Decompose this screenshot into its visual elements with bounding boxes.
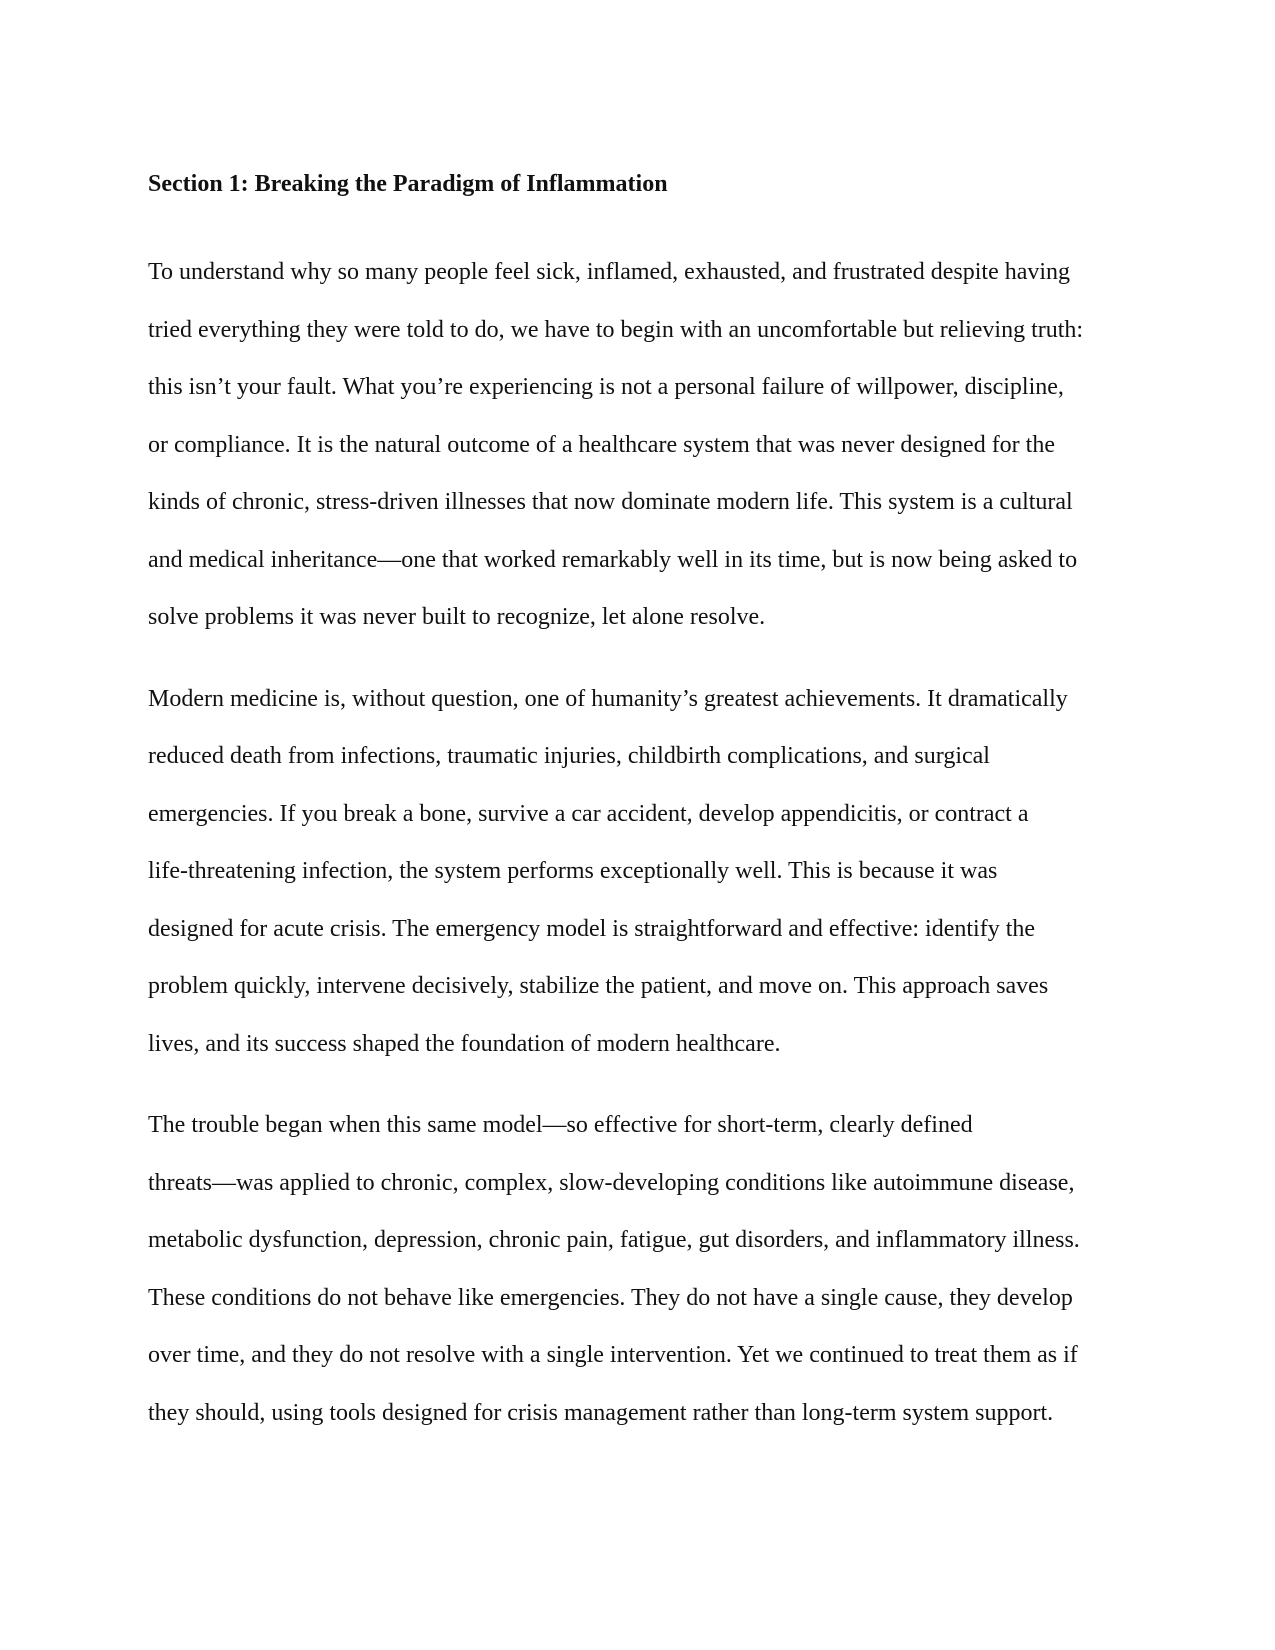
paragraph-line: over time, and they do not resolve with a single intervention. Yet we continued to treat them as if: [148, 1342, 1078, 1368]
paragraph-line: kinds of chronic, stress-driven illnesses that now dominate modern life. This system is a cultural: [148, 489, 1073, 515]
paragraph-1: [148, 244, 1138, 647]
paragraph-line: emergencies. If you break a bone, survive a car accident, develop appendicitis, or contract a: [148, 800, 1029, 827]
paragraph-2: [148, 671, 1138, 1074]
paragraph-line: this isn’t your fault. What you’re experiencing is not a personal failure of willpower, discipline,: [148, 374, 1064, 400]
paragraph-line: and medical inheritance—one that worked remarkably well in its time, but is now being asked to: [148, 546, 1078, 573]
paragraph-line: designed for acute crisis. The emergency model is straightforward and effective: identify the: [148, 915, 1036, 942]
paragraph-line: or compliance. It is the natural outcome of a healthcare system that was never designed for the: [148, 431, 1055, 458]
paragraph-line: These conditions do not behave like emergencies. They do not have a single cause, they develop: [148, 1284, 1073, 1311]
paragraph-line: they should, using tools designed for crisis management rather than long-term system support.: [148, 1399, 1054, 1426]
section-heading: Section 1: Breaking the Paradigm of Inflammation: [148, 171, 668, 197]
paragraph-line: life-threatening infection, the system performs exceptionally well. This is because it was: [148, 858, 998, 884]
document-body: [148, 168, 1138, 1466]
paragraph-line: reduced death from infections, traumatic injuries, childbirth complications, and surgical: [148, 743, 990, 769]
paragraph-line: threats—was applied to chronic, complex, slow-developing conditions like autoimmune disease,: [148, 1169, 1075, 1196]
paragraph-line: metabolic dysfunction, depression, chronic pain, fatigue, gut disorders, and inflammatory illness.: [148, 1227, 1080, 1253]
paragraph-line: problem quickly, intervene decisively, stabilize the patient, and move on. This approach saves: [148, 973, 1049, 999]
paragraph-line: To understand why so many people feel sick, inflamed, exhausted, and frustrated despite having: [148, 259, 1071, 285]
paragraph-line: Modern medicine is, without question, one of humanity’s greatest achievements. It dramatically: [148, 685, 1068, 712]
paragraph-line: solve problems it was never built to recognize, let alone resolve.: [148, 604, 766, 630]
paragraph-line: tried everything they were told to do, we have to begin with an uncomfortable but relieving truth:: [148, 316, 1084, 343]
paragraph-line: lives, and its success shaped the foundation of modern healthcare.: [148, 1030, 781, 1057]
paragraph-3: [148, 1097, 1138, 1442]
paragraph-line: The trouble began when this same model—so effective for short-term, clearly defined: [148, 1112, 973, 1138]
